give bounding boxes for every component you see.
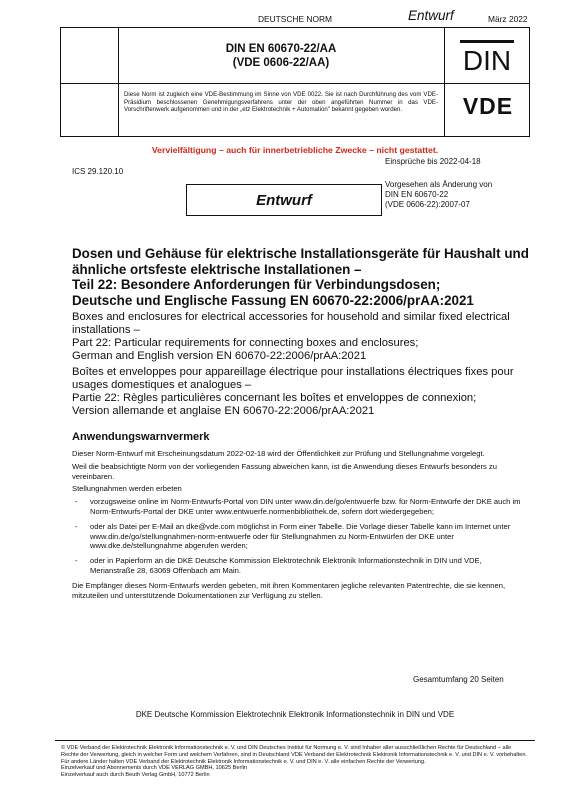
title-german-line: Deutsche und Englische Fassung EN 60670-22:2006/prAA:2021 (72, 292, 474, 308)
total-pages: Gesamtumfang 20 Seiten (413, 675, 504, 684)
title-german (72, 246, 532, 308)
title-german-line: ähnliche ortsfeste elektrische Installationen – (72, 261, 362, 277)
issue-date: März 2022 (488, 14, 528, 24)
list-item (72, 522, 524, 551)
reproduction-warning: Vervielfältigung – auch für innerbetriebliche Zwecke – nicht gestattet. (151, 145, 439, 155)
title-english-line: Boxes and enclosures for electrical accessories for household and similar fixed electrical (72, 311, 510, 323)
frame-left-separator (118, 27, 119, 137)
title-english-line: German and English version EN 60670-22:2006/prAA:2021 (72, 350, 367, 362)
amendment-info (385, 180, 492, 210)
document-number: DIN EN 60670-22/AA (225, 43, 337, 55)
draft-watermark: Entwurf (408, 8, 454, 23)
draft-box: Entwurf (186, 184, 382, 216)
document-title (120, 42, 442, 70)
vde-note: Diese Norm ist zugleich eine VDE-Bestimmung im Sinne von VDE 0022. Sie ist nach Durchführung des vom VDE-Präsidium beschlossenen Genehmigungsverfahrens unter der oben angeführten Nummer in das VDE-Vorschriftenwerk aufgenommen und in der „etz Elektrotechnik + Automation" bekannt gegeben worden. (124, 91, 438, 114)
list-dash: - (75, 556, 78, 566)
list-item-text: vorzugsweise online im Norm-Entwurfs-Portal von DIN unter www.din.de/go/entwuerfe bzw. für Norm-Entwürfe der DKE auch im Norm-Entwurfs-Portal der DKE unter www.entwuerfe.normenbibliothek.de, sofern dort wiedergegeben; (90, 497, 521, 516)
title-german-line: Teil 22: Besondere Anforderungen für Verbindungsdosen; (72, 277, 441, 293)
list-item-text: oder als Datei per E-Mail an dke@vde.com möglichst in Form einer Tabelle. Die Vorlage dieser Tabelle kann im Internet unter www.din.de/go/stellungnahmen-norm-entwuerfe oder für Stellungnahmen zu Norm-Entwürfen der DKE unter www.dke.de/stellungnahme abgerufen werden; (90, 521, 511, 551)
title-english (72, 311, 532, 363)
list-item (72, 556, 524, 576)
title-french-line: Version allemande et anglaise EN 60670-22:2006/prAA:2021 (72, 405, 375, 417)
list-item-text: oder in Papierform an die DKE Deutsche Kommission Elektrotechnik Elektronik Informationstechnik in DIN und VDE, Merianstraße 28, 63069 Offenbach am Main. (90, 556, 482, 575)
amendment-line: Vorgesehen als Änderung von (385, 180, 493, 189)
title-english-line: Part 22: Particular requirements for connecting boxes and enclosures; (72, 337, 419, 349)
vde-logo: VDE (462, 93, 514, 119)
din-logo (452, 36, 522, 74)
title-french-line: usages domestiques et analogues – (72, 379, 252, 391)
copyright-notice: © VDE Verband der Elektrotechnik Elektronik Informationstechnik e. V. und DIN Deutsches Institut für Normung e. V. sind Inhaber aller ausschließlichen Rechte für Deutschland – alle Rechte der Verwertung, gleich in welcher Form und welchem Verfahren, sind in Deutschland VDE Verband der Elektrotechnik Elektronik Informationstechnik e. V. und DIN e. V. vorbehalten. Für andere Länder halten VDE Verband der Elektrotechnik Elektronik Informationstechnik e. V. und DIN e. V. alle einfachen Rechte der Verwertung. (61, 745, 527, 765)
sales-info: Einzelverkauf auch durch Beuth Verlag GmbH, 10772 Berlin (61, 772, 210, 779)
title-french-line: Boîtes et enveloppes pour appareillage électrique pour installations électriques fixes pour (72, 366, 514, 378)
notice-paragraph: Stellungnahmen werden erbeten (72, 484, 182, 494)
list-dash: - (75, 497, 78, 507)
title-french-line: Partie 22: Règles particulières concernant les boîtes et enveloppes de connexion; (72, 392, 477, 404)
sales-info: Einzelverkauf und Abonnements durch VDE VERLAG GMBH, 10625 Berlin (61, 765, 247, 772)
list-dash: - (75, 521, 78, 531)
notice-heading: Anwendungswarnvermerk (72, 431, 210, 443)
title-english-line: installations – (72, 324, 140, 336)
notice-paragraph: Dieser Norm-Entwurf mit Erscheinungsdatum 2022-02-18 wird der Öffentlichkeit zur Prüfung und Stellungnahme vorgelegt. (72, 449, 485, 458)
amendment-line: DIN EN 60670-22 (385, 190, 449, 199)
frame-divider (60, 83, 530, 84)
frame-right-separator (444, 27, 445, 137)
publisher: DKE Deutsche Kommission Elektrotechnik Elektronik Informationstechnik in DIN und VDE (135, 710, 455, 719)
footer-divider (55, 740, 535, 741)
vde-classification: (VDE 0606-22/AA) (232, 57, 330, 69)
notice-paragraph: Die Empfänger dieses Norm-Entwurfs werden gebeten, mit ihren Kommentaren jegliche relevanten Patentrechte, die sie kennen, mitzuteilen und unterstützende Dokumentationen zur Verfügung zu stellen. (72, 580, 506, 600)
din-logo-text: DIN (462, 45, 512, 74)
series-label: DEUTSCHE NORM (258, 14, 332, 24)
notice-body (72, 449, 524, 600)
notice-paragraph: Weil die beabsichtigte Norm von der vorliegenden Fassung abweichen kann, ist die Anwendung dieses Entwurfs besonders zu vereinbaren. (72, 461, 497, 481)
list-item (72, 497, 524, 517)
ics-code: ICS 29.120.10 (72, 167, 124, 176)
objection-deadline: Einsprüche bis 2022-04-18 (385, 157, 481, 166)
footer (61, 745, 527, 779)
title-german-line: Dosen und Gehäuse für elektrische Installationsgeräte für Haushalt und (72, 246, 529, 261)
title-french (72, 366, 532, 418)
amendment-line: (VDE 0606-22):2007-07 (385, 200, 470, 209)
